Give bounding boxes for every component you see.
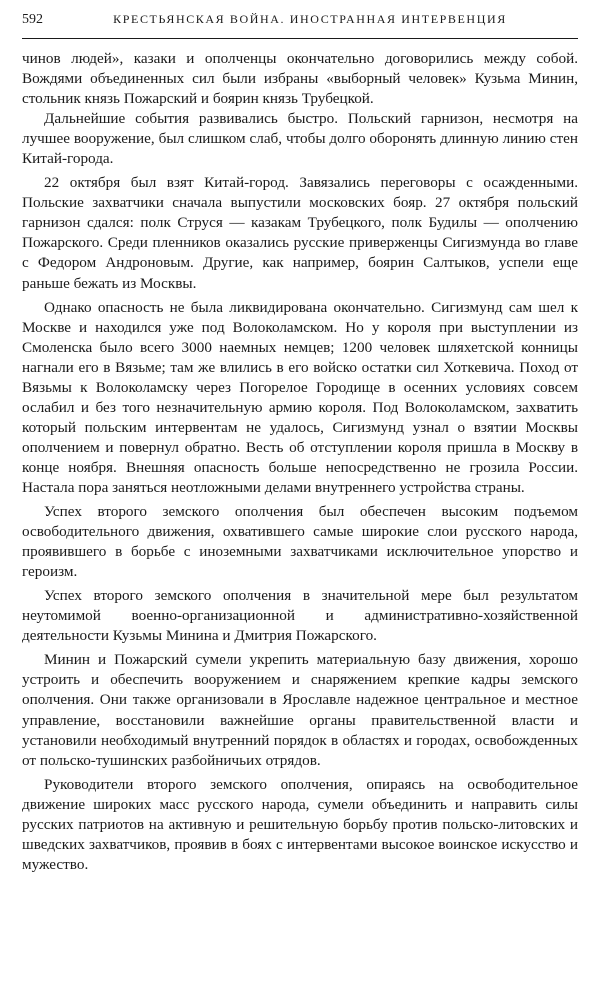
- paragraph-6: Успех второго земского ополчения в значительной мере был результатом неутомимой военно-организационной и административно-хозяйственной деятельности Кузьмы Минина и Дмитрия Пожарского.: [22, 587, 578, 645]
- paragraph-4: Однако опасность не была ликвидирована окончательно. Сигизмунд сам шел к Москве и находился уже под Волоколамском. Но у короля при выступлении из Смоленска было всего 3000 наемных немцев; 1200 человек шляхетской конницы нагнали его в Вязьме; там же влились в его войско остатки сил Хоткевича. Поход от Вязьмы к Волоколамску через Погорелое Городище в осенних условиях совсем ослабил и без того незначительную армию короля. Под Волоколамском, захватить который польским интервентам не удалось, Сигизмунд узнал о взятии Москвы ополчением и повернул обратно. Весть об отступлении короля пришла в Москву в конце ноября. Внешняя опасность больше непосредственно не грозила России. Настала пора заняться неотложными делами внутреннего устройства страны.: [22, 298, 578, 496]
- page-number: 592: [22, 12, 43, 27]
- paragraph-5: Успех второго земского ополчения был обеспечен высоким подъемом освободительного движения, охватившего самые широкие слои русского народа, проявившего в борьбе с иноземными захватчиками исключительное упорство и героизм.: [22, 503, 578, 581]
- paragraph-7: Минин и Пожарский сумели укрепить материальную базу движения, хорошо устроить и обеспечить вооружением и снаряжением крепкие кадры земского ополчения. Они также организовали в Ярославле надежное центральное и местное управление, восстановили важнейшие органы правительственной власти и установили необходимый внутренний порядок в областях и городах, освобожденных от польско-тушинских разбойничьих отрядов.: [22, 651, 578, 769]
- page: [22, 12, 578, 875]
- page-header: [22, 12, 578, 39]
- paragraph-1: чинов людей», казаки и ополченцы окончательно договорились между собой. Вождями объединенных сил были избраны «выборный человек» Кузьма Минин, стольник князь Пожарский и боярин князь Трубецкой.: [22, 50, 578, 108]
- paragraph-3: 22 октября был взят Китай-город. Завязались переговоры с осажденными. Польские захватчики сначала выпустили московских бояр. 27 октября польский гарнизон сдался: полк Струся — казакам Трубецкого, полк Будилы — ополчению Пожарского. Среди пленников оказались русские приверженцы Сигизмунда во главе с Федором Андроновым. Другие, как например, боярин Салтыков, успели еще раньше бежать из Москвы.: [22, 174, 578, 292]
- body-text: [22, 49, 578, 875]
- paragraph-2: Дальнейшие события развивались быстро. Польский гарнизон, несмотря на лучшее вооружение, был слишком слаб, чтобы долго оборонять длинную линию стен Китай-города.: [22, 110, 578, 168]
- running-title: КРЕСТЬЯНСКАЯ ВОЙНА. ИНОСТРАННАЯ ИНТЕРВЕНЦИЯ: [113, 12, 507, 26]
- paragraph-8: Руководители второго земского ополчения, опираясь на освободительное движение широких масс русского народа, сумели объединить и направить силы русских патриотов на активную и решительную борьбу против польско-литовских и шведских захватчиков, проявив в боях с интервентами высокое воинское искусство и мужество.: [22, 775, 578, 873]
